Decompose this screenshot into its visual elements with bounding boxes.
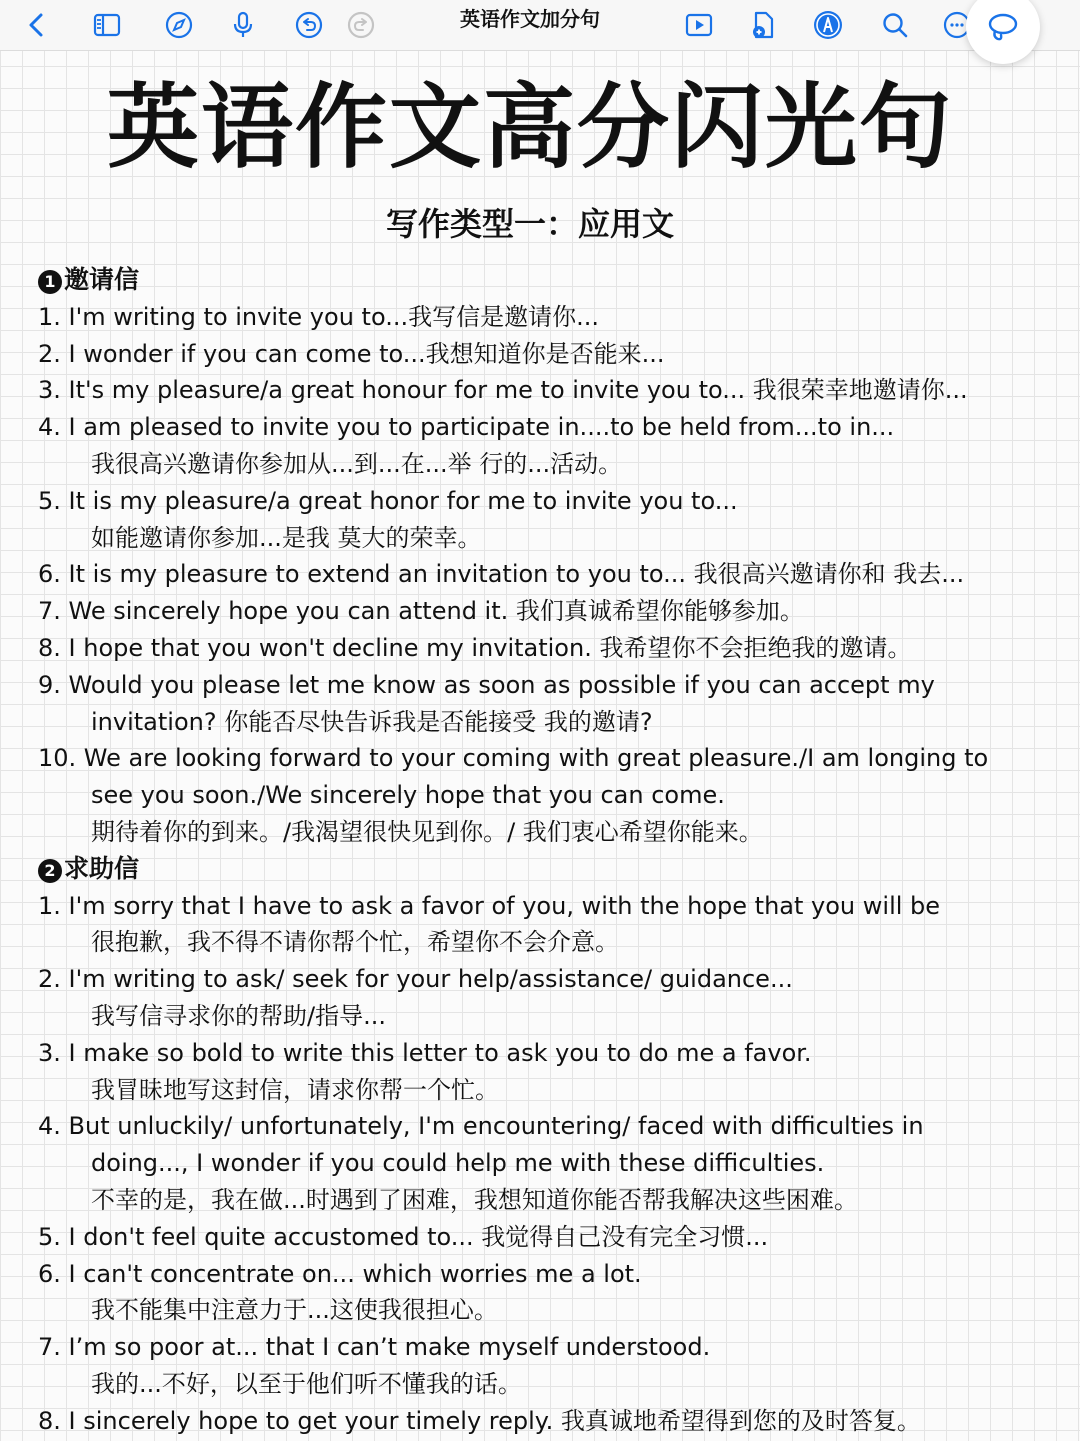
text-line: 2. I'm writing to ask/ seek for your help/assistance/ guidance...: [38, 965, 793, 994]
text-line: 7. I’m so poor at... that I can’t make myself understood.: [38, 1333, 711, 1362]
lasso-icon[interactable]: [966, 0, 1040, 64]
section-heading-text: 求助信: [64, 853, 140, 883]
note-body: [38, 262, 1068, 1440]
text-line: doing..., I wonder if you could help me with these difficulties.: [91, 1149, 825, 1178]
text-line: 6. I can't concentrate on... which worries me a lot.: [38, 1259, 642, 1288]
text-line: 3. I make so bold to write this letter to ask you to do me a favor.: [38, 1038, 812, 1067]
section-number-badge: 1: [38, 270, 62, 294]
redo-icon[interactable]: [342, 6, 380, 44]
text-line: see you soon./We sincerely hope that you can come.: [91, 781, 725, 810]
text-line: 期待着你的到来。/我渴望很快见到你。/ 我们衷心希望你能来。: [91, 817, 763, 846]
text-line: invitation? 你能否尽快告诉我是否能接受 我的邀请?: [91, 707, 653, 736]
text-line: 4. But unluckily/ unfortunately, I'm encountering/ faced with difficulties in: [38, 1112, 924, 1141]
sidebar-icon[interactable]: [88, 6, 126, 44]
text-line: 4. I am pleased to invite you to participate in....to be held from...to in...: [38, 413, 895, 442]
text-line: 9. Would you please let me know as soon as possible if you can accept my: [38, 670, 935, 699]
pen-tool-icon[interactable]: [809, 6, 847, 44]
compass-icon[interactable]: [160, 6, 198, 44]
text-line: 3. It's my pleasure/a great honour for me to invite you to... 我很荣幸地邀请你...: [38, 376, 968, 405]
document-add-icon[interactable]: [744, 6, 782, 44]
document-title: 英语作文加分句: [460, 7, 600, 31]
undo-icon[interactable]: [290, 6, 328, 44]
text-line: 5. It is my pleasure/a great honor for me to invite you to...: [38, 486, 738, 515]
text-line: 很抱歉，我不得不请你帮个忙，希望你不会介意。: [91, 928, 619, 957]
text-line: 8. I hope that you won't decline my invitation. 我希望你不会拒绝我的邀请。: [38, 633, 912, 662]
section-subtitle: 写作类型一：应用文: [385, 205, 674, 243]
section-number-badge: 2: [38, 859, 62, 883]
section-heading-text: 邀请信: [64, 265, 140, 294]
play-icon[interactable]: [680, 6, 718, 44]
microphone-icon[interactable]: [224, 6, 262, 44]
text-line: 7. We sincerely hope you can attend it. 我们真诚希望你能够参加。: [38, 597, 804, 626]
text-line: 不幸的是，我在做...时遇到了困难，我想知道你能否帮我解决这些困难。: [91, 1185, 858, 1214]
section-heading: [38, 851, 1068, 888]
text-line: 2. I wonder if you can come to...我想知道你是否能来...: [38, 339, 665, 368]
text-line: 我写信寻求你的帮助/指导...: [91, 1001, 386, 1030]
text-line: 8. I sincerely hope to get your timely reply. 我真诚地希望得到您的及时答复。: [38, 1406, 921, 1435]
text-line: 1. I'm sorry that I have to ask a favor of you, with the hope that you will be: [38, 891, 941, 920]
text-line: 1. I'm writing to invite you to...我写信是邀请你...: [38, 302, 599, 331]
text-line: 如能邀请你参加...是我 莫大的荣幸。: [91, 523, 482, 552]
text-line: 我冒昧地写这封信，请求你帮一个忙。: [91, 1075, 499, 1104]
section-heading: [38, 262, 1068, 299]
search-icon[interactable]: [876, 6, 914, 44]
top-toolbar: [0, 0, 1080, 51]
text-line: 6. It is my pleasure to extend an invitation to you to... 我很高兴邀请你和 我去...: [38, 560, 965, 589]
page-title: 英语作文高分闪光句: [106, 74, 953, 181]
text-line: 10. We are looking forward to your coming with great pleasure./I am longing to: [38, 744, 989, 773]
text-line: 我不能集中注意力于...这使我很担心。: [91, 1296, 498, 1325]
text-line: 5. I don't feel quite accustomed to... 我觉得自己没有完全习惯...: [38, 1222, 769, 1251]
back-chevron-icon[interactable]: [18, 6, 56, 44]
text-line: 我很高兴邀请你参加从...到...在...举 行的...活动。: [91, 449, 623, 478]
text-line: 我的...不好，以至于他们听不懂我的话。: [91, 1369, 522, 1398]
